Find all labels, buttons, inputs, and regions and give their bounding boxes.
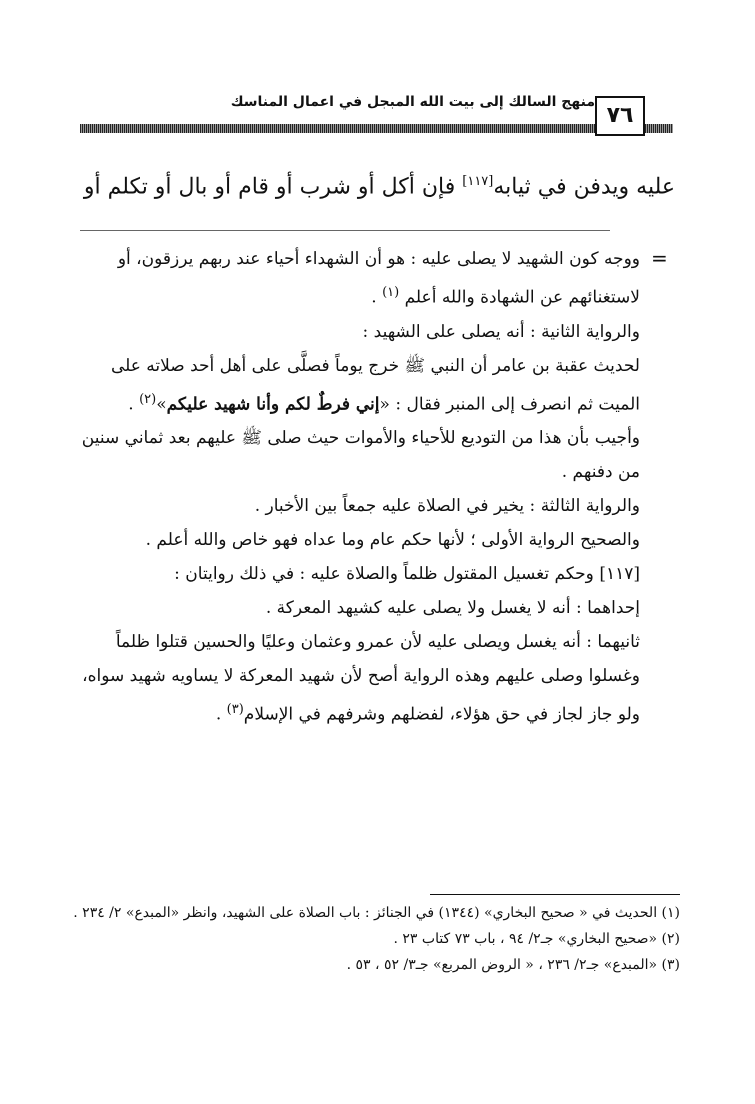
- paragraph: [78, 625, 640, 732]
- paragraph-tail: .: [215, 704, 227, 725]
- main-text-end: فإن أكل أو شرب أو قام أو بال أو تكلم أو: [83, 174, 463, 200]
- footnotes: [72, 900, 680, 978]
- footnote-separator: [430, 894, 680, 895]
- commentary-block: [78, 242, 640, 732]
- running-title: منهج السالك إلى بيت الله المبجل في اعمال المناسك: [230, 94, 595, 110]
- footnote: (١) الحديث في « صحيح البخاري» (١٣٤٤) في الجنائز : باب الصلاة على الشهيد، وانظر «المبدع» ٢/ ٢٣٤ .: [73, 905, 680, 921]
- note-number: [١١٧]: [599, 564, 640, 585]
- main-text-line: [80, 174, 675, 214]
- paragraph: وأجيب بأن هذا من التوديع للأحياء والأموات حيث صلى ﷺ عليهم بعد ثماني سنين من دفنهم .: [81, 428, 640, 483]
- header-rule-right: [645, 124, 673, 133]
- paragraph: والرواية الثانية : أنه يصلى على الشهيد :: [362, 321, 640, 342]
- paragraph: والصحيح الرواية الأولى ؛ لأنها حكم عام وما عداه فهو خاص والله أعلم .: [145, 530, 640, 551]
- continuation-mark: =: [651, 246, 668, 270]
- paragraph-text: ووجه كون الشهيد لا يصلى عليه : هو أن الشهداء أحياء عند ربهم يرزقون، أو لاستغنائهم عن الشهادة والله أعلم: [117, 249, 640, 308]
- footnote-ref: (١): [382, 285, 400, 300]
- footnote-ref: (٢): [139, 391, 157, 407]
- paragraph-tail: .: [128, 394, 140, 415]
- footnote: (٣) «المبدع» جـ٢/ ٢٣٦ ، « الروض المربع» جـ٣/ ٥٢ ، ٥٣ .: [346, 957, 680, 973]
- paragraph-text: لحديث عقبة بن عامر أن النبي ﷺ خرج يوماً فصلَّى على أهل أحد صلاته على الميت ثم انصرف إلى المنبر فقال : «: [110, 355, 640, 415]
- paragraph: [78, 557, 640, 591]
- paragraph: إحداهما : أنه لا يغسل ولا يصلى عليه كشيهد المعركة .: [265, 598, 640, 619]
- reference-marker: [١١٧]: [462, 174, 494, 189]
- paragraph-tail: .: [371, 287, 383, 308]
- paragraph: [78, 349, 640, 422]
- header-rule: [80, 124, 595, 133]
- footnote: (٢) «صحيح البخاري» جـ٢/ ٩٤ ، باب ٧٣ كتاب ٢٣ .: [393, 931, 680, 947]
- paragraph: والرواية الثالثة : يخير في الصلاة عليه جمعاً بين الأخبار .: [254, 496, 640, 517]
- text-separator: [80, 230, 610, 231]
- paragraph-text: ثانيهما : أنه يغسل ويصلى عليه لأن عمرو وعثمان وعليًا والحسين قتلوا ظلماً وغسلوا وصلى عليهم وهذه الرواية أصح لأن شهيد المعركة لا يساويه شهيد سواه، ولو جاز لجاز في حق هؤلاء، لفضلهم وشرفهم في الإسلام: [82, 632, 640, 725]
- page-number: ٧٦: [595, 96, 645, 136]
- hadith-quote: إني فرطٌ لكم وأنا شهيد عليكم: [166, 394, 380, 415]
- footnote-ref: (٣): [226, 702, 244, 718]
- quote-close: »: [156, 394, 167, 415]
- paragraph-text: وحكم تغسيل المقتول ظلماً والصلاة عليه : في ذلك روايتان :: [174, 564, 600, 585]
- main-text-start: عليه ويدفن في ثيابه: [493, 174, 675, 200]
- paragraph: [78, 242, 640, 315]
